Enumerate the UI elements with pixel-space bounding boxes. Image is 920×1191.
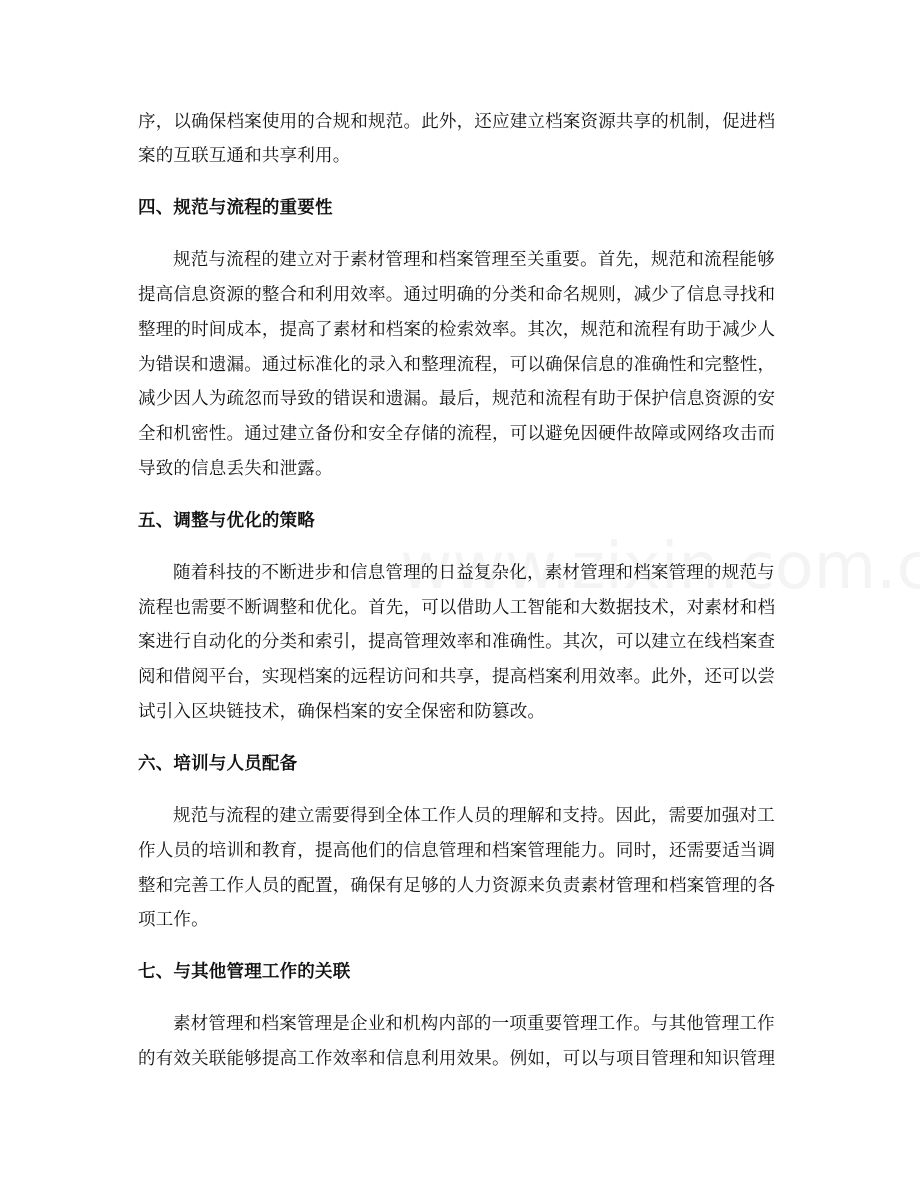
paragraph-line: 流程也需要不断调整和优化。首先，可以借助人工智能和大数据技术，对素材和档 bbox=[138, 598, 776, 618]
section-heading: 七、与其他管理工作的关联 bbox=[138, 962, 351, 982]
paragraph-line: 案进行自动化的分类和索引，提高管理效率和准确性。其次，可以建立在线档案查 bbox=[138, 632, 776, 652]
paragraph-line: 提高信息资源的整合和利用效率。通过明确的分类和命名规则，减少了信息寻找和 bbox=[138, 285, 776, 305]
paragraph-line: 为错误和遗漏。通过标准化的录入和整理流程，可以确保信息的准确性和完整性， bbox=[138, 355, 776, 375]
paragraph-line: 随着科技的不断进步和信息管理的日益复杂化，素材管理和档案管理的规范与 bbox=[173, 563, 775, 583]
paragraph-line: 减少因人为疏忽而导致的错误和遗漏。最后，规范和流程有助于保护信息资源的安 bbox=[138, 389, 776, 409]
section-heading: 五、调整与优化的策略 bbox=[138, 511, 315, 531]
paragraph-line: 案的互联互通和共享利用。 bbox=[138, 146, 351, 166]
paragraph-line: 序，以确保档案使用的合规和规范。此外，还应建立档案资源共享的机制，促进档 bbox=[138, 112, 776, 132]
section-heading: 六、培训与人员配备 bbox=[138, 754, 298, 774]
paragraph-line: 导致的信息丢失和泄露。 bbox=[138, 459, 333, 479]
paragraph-line: 规范与流程的建立对于素材管理和档案管理至关重要。首先，规范和流程能够 bbox=[173, 250, 775, 270]
paragraph-line: 整理的时间成本，提高了素材和档案的检索效率。其次，规范和流程有助于减少人 bbox=[138, 320, 776, 340]
paragraph-line: 试引入区块链技术，确保档案的安全保密和防篡改。 bbox=[138, 702, 546, 722]
paragraph-line: 作人员的培训和教育，提高他们的信息管理和档案管理能力。同时，还需要适当调 bbox=[138, 841, 776, 861]
paragraph-line: 的有效关联能够提高工作效率和信息利用效果。例如，可以与项目管理和知识管理 bbox=[138, 1049, 776, 1069]
paragraph-line: 整和完善工作人员的配置，确保有足够的人力资源来负责素材管理和档案管理的各 bbox=[138, 876, 776, 896]
paragraph-line: 项工作。 bbox=[138, 910, 209, 930]
paragraph-line: 全和机密性。通过建立备份和安全存储的流程，可以避免因硬件故障或网络攻击而 bbox=[138, 424, 776, 444]
paragraph-line: 素材管理和档案管理是企业和机构内部的一项重要管理工作。与其他管理工作 bbox=[173, 1014, 775, 1034]
paragraph-line: 阅和借阅平台，实现档案的远程访问和共享，提高档案利用效率。此外，还可以尝 bbox=[138, 667, 776, 687]
section-heading: 四、规范与流程的重要性 bbox=[138, 198, 333, 218]
paragraph-line: 规范与流程的建立需要得到全体工作人员的理解和支持。因此，需要加强对工 bbox=[173, 806, 775, 826]
